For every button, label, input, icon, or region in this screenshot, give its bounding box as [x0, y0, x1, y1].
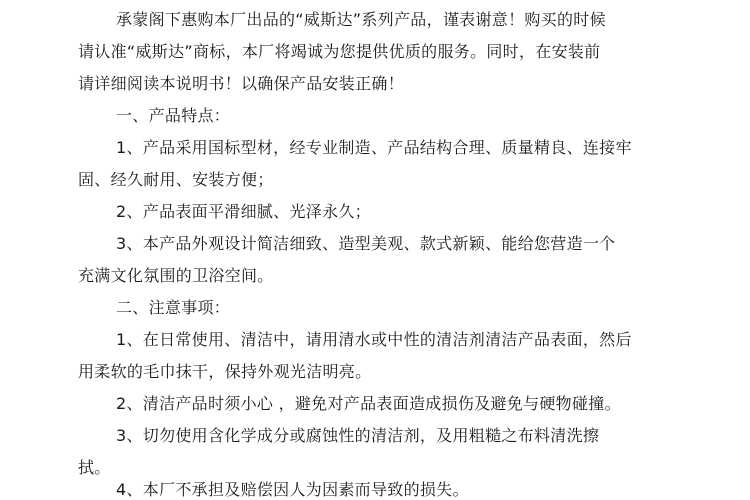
section-2-item-3-line-2: 拭。: [78, 458, 111, 477]
intro-line-3: 请详细阅读本说明书！以确保产品安装正确！: [78, 74, 405, 93]
section-2-heading: 二、注意事项：: [116, 298, 231, 317]
section-2-item-4: 4、本厂不承担及赔偿因人为因素而导致的损失。: [116, 480, 469, 499]
section-2-item-3-line-1: 3、切勿使用含化学成分或腐蚀性的清洁剂，及用粗糙之布料清洗擦: [116, 426, 600, 445]
intro-line-1: 承蒙阁下惠购本厂出品的“威斯达”系列产品，谨表谢意！购买的时候: [116, 10, 606, 29]
section-1-heading: 一、产品特点：: [116, 106, 231, 125]
section-1-item-2: 2、产品表面平滑细腻、光泽永久；: [116, 202, 371, 221]
section-1-item-3-line-1: 3、本产品外观设计简洁细致、造型美观、款式新颖、能给您营造一个: [116, 234, 616, 253]
intro-line-2: 请认准“威斯达”商标，本厂将竭诚为您提供优质的服务。同时，在安装前: [78, 42, 601, 61]
section-1-item-1-line-1: 1、产品采用国标型材，经专业制造、产品结构合理、质量精良、连接牢: [116, 138, 632, 157]
section-2-item-1-line-1: 1、在日常使用、清洁中，请用清水或中性的清洁剂清洁产品表面，然后: [116, 330, 632, 349]
section-2-item-1-line-2: 用柔软的毛巾抹干，保持外观光洁明亮。: [78, 362, 372, 381]
section-1-item-3-line-2: 充满文化氛围的卫浴空间。: [78, 266, 274, 285]
section-2-item-2: 2、清洁产品时须小心 ，避免对产品表面造成损伤及避免与硬物碰撞。: [116, 394, 621, 413]
section-1-item-1-line-2: 固、经久耐用、安装方便；: [78, 170, 274, 189]
